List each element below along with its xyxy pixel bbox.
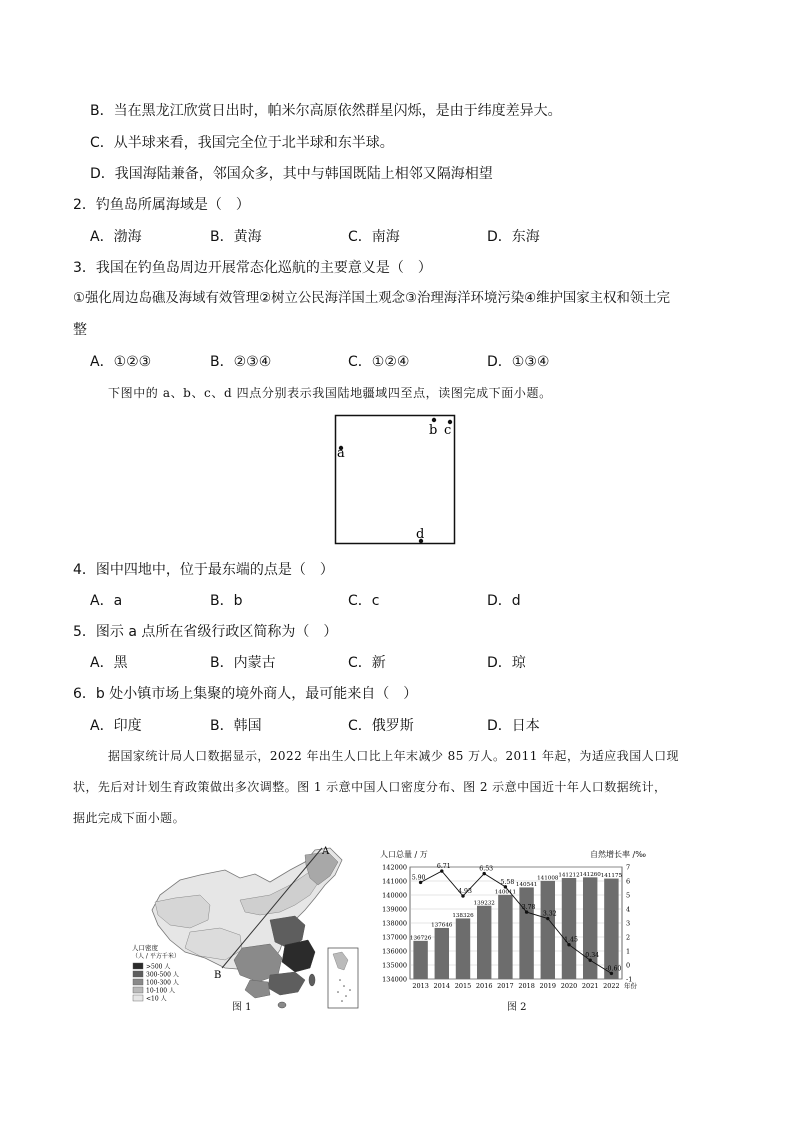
growth-rate-label: -0.60 <box>605 965 622 973</box>
bar-value-label: 140011 <box>494 889 517 896</box>
chart-y2-label: 自然增长率 /‰ <box>590 850 646 859</box>
hu-line-label-a: A <box>322 846 330 857</box>
q2-option-a: A．渤海 <box>90 229 142 245</box>
x-tick-label: 2021 <box>581 982 599 990</box>
growth-rate-label: 3.78 <box>521 904 536 912</box>
population-bar <box>498 895 512 979</box>
y2-tick-label: 5 <box>626 891 631 900</box>
bar-value-label: 139232 <box>473 900 495 907</box>
y2-tick-label: 7 <box>626 863 631 872</box>
x-tick-label: 2013 <box>412 982 429 990</box>
bar-value-label: 141175 <box>600 873 623 880</box>
label-d: d <box>416 527 425 542</box>
label-c: c <box>444 423 452 438</box>
legend-label-1: >500 人 <box>146 963 171 971</box>
legend-label-3: 100-300 人 <box>146 979 179 987</box>
legend-swatch-5 <box>133 995 143 1001</box>
population-bar <box>604 879 618 979</box>
q6-stem: 6．b 处小镇市场上集聚的境外商人，最可能来自（ ） <box>73 686 418 702</box>
x-tick-label: 2020 <box>560 982 578 990</box>
map-east-china <box>282 940 315 972</box>
x-tick-label: 2018 <box>518 982 535 990</box>
map-taiwan <box>309 974 315 986</box>
y-tick-label: 140000 <box>382 891 407 900</box>
y2-tick-label: 6 <box>626 877 631 886</box>
y2-tick-label: 0 <box>626 961 631 970</box>
x-tick-label: 2015 <box>454 982 472 990</box>
q3-statements: ①强化周边岛礁及海域有效管理②树立公民海洋国土观念③治理海洋环境污染④维护国家主权和领土完 <box>73 291 671 306</box>
q3-option-a: A．①②③ <box>90 354 152 370</box>
bar-value-label: 141260 <box>579 871 601 878</box>
legend-label-2: 300-500 人 <box>146 971 179 979</box>
y2-tick-label: 1 <box>626 947 631 956</box>
population-chart <box>372 845 662 995</box>
q4-option-c: C．c <box>348 593 380 609</box>
map-hainan <box>278 1002 286 1008</box>
legend-swatch-3 <box>133 979 143 985</box>
population-bar <box>562 878 576 979</box>
growth-rate-label: 6.53 <box>479 865 494 873</box>
q6-option-a: A．印度 <box>90 718 142 734</box>
population-bar <box>477 906 491 979</box>
map-tibet <box>185 928 242 960</box>
growth-rate-label: 6.71 <box>436 863 451 871</box>
q4-option-d: D．d <box>487 593 521 609</box>
y-tick-label: 138000 <box>382 919 407 928</box>
y2-tick-label: 2 <box>626 933 631 942</box>
y-tick-label: 141000 <box>382 877 407 886</box>
q5-option-b: B．内蒙古 <box>210 655 276 671</box>
y-tick-label: 139000 <box>382 905 407 914</box>
x-tick-label: 2016 <box>475 982 493 990</box>
y2-tick-label: 4 <box>626 905 631 914</box>
q2-stem: 2．钓鱼岛所属海域是（ ） <box>73 197 250 213</box>
q5-option-d: D．琼 <box>487 655 526 671</box>
q4-stem: 4．图中四地中，位于最东端的点是（ ） <box>73 562 334 578</box>
population-bar <box>456 918 470 979</box>
y2-tick-label: 3 <box>626 919 631 928</box>
fig2-caption: 图 2 <box>507 1002 527 1013</box>
intro-population-line2: 状，先后对计划生育政策做出多次调整。图 1 示意中国人口密度分布、图 2 示意中国近十年人口数据统计， <box>73 780 667 794</box>
y-tick-label: 134000 <box>382 975 407 984</box>
q5-option-a: A．黑 <box>90 655 128 671</box>
y-tick-label: 135000 <box>382 961 407 970</box>
x-tick-label: 2014 <box>433 982 451 990</box>
growth-rate-label: 5.90 <box>411 874 426 882</box>
points-figure <box>334 414 458 546</box>
q2-option-c: C．南海 <box>348 229 400 245</box>
legend-label-4: 10-100 人 <box>146 987 176 995</box>
intro-population-line3: 据此完成下面小题。 <box>73 811 186 825</box>
q6-option-b: B．韩国 <box>210 718 262 734</box>
q1-option-d: D．我国海陆兼备，邻国众多，其中与韩国既陆上相邻又隔海相望 <box>90 166 493 182</box>
growth-rate-label: 4.93 <box>458 887 472 895</box>
q6-option-c: C．俄罗斯 <box>348 718 414 734</box>
q5-option-c: C．新 <box>348 655 386 671</box>
legend-swatch-4 <box>133 987 143 993</box>
x-axis-label: 年份 <box>624 982 637 990</box>
q1-option-c: C．从半球来看，我国完全位于北半球和东半球。 <box>90 135 394 151</box>
q6-option-d: D．日本 <box>487 718 540 734</box>
bar-value-label: 138326 <box>452 912 474 919</box>
label-a: a <box>337 446 345 461</box>
map-south-china <box>268 972 305 995</box>
q3-option-c: C．①②④ <box>348 354 410 370</box>
growth-rate-label: 0.34 <box>585 952 600 960</box>
q2-option-b: B．黄海 <box>210 229 262 245</box>
fig1-caption: 图 1 <box>232 1002 252 1013</box>
population-bar <box>519 887 533 979</box>
q4-option-a: A．a <box>90 593 123 609</box>
q5-stem: 5．图示 a 点所在省级行政区简称为（ ） <box>73 624 338 640</box>
legend-items <box>133 963 179 1003</box>
population-bar <box>413 941 427 979</box>
legend-label-5: <10 人 <box>146 995 167 1003</box>
legend-swatch-2 <box>133 971 143 977</box>
population-density-map <box>130 840 365 1015</box>
x-tick-label: 2017 <box>497 982 514 990</box>
legend-swatch-1 <box>133 963 143 969</box>
bar-value-label: 141008 <box>537 875 559 882</box>
label-b: b <box>429 423 438 438</box>
growth-rate-label: 5.58 <box>500 878 515 886</box>
chart-y-label: 人口总量 / 万 <box>380 850 428 859</box>
y2-tick-label: -1 <box>626 975 633 984</box>
intro-population-line1: 据国家统计局人口数据显示，2022 年出生人口比上年末减少 85 万人。2011 年起，为适应我国人口现 <box>108 749 680 763</box>
y-tick-label: 142000 <box>382 863 407 872</box>
bar-value-label: 141212 <box>558 872 580 879</box>
q3-stem: 3．我国在钓鱼岛周边开展常态化巡航的主要意义是（ ） <box>73 260 432 276</box>
population-bar <box>435 928 449 979</box>
hu-line-label-b: B <box>214 970 222 981</box>
q4-option-b: B．b <box>210 593 243 609</box>
x-tick-label: 2019 <box>539 982 557 990</box>
q3-option-d: D．①③④ <box>487 354 550 370</box>
q2-option-d: D．东海 <box>487 229 540 245</box>
x-tick-label: 2022 <box>603 982 620 990</box>
q3-statements-cont: 整 <box>73 322 87 338</box>
growth-rate-label: 1.45 <box>564 936 578 944</box>
legend-title: 人口密度 <box>132 944 158 952</box>
y-tick-label: 136000 <box>382 947 407 956</box>
map-yunnan <box>245 980 270 998</box>
q1-option-b: B．当在黑龙江欣赏日出时，帕米尔高原依然群星闪烁，是由于纬度差异大。 <box>90 103 562 119</box>
y-tick-label: 137000 <box>382 933 407 942</box>
bar-value-label: 136726 <box>409 935 432 942</box>
growth-rate-label: 3.32 <box>542 910 557 918</box>
bar-value-label: 137646 <box>431 922 453 929</box>
population-bar <box>541 881 555 979</box>
legend-unit: （人 / 平方千米） <box>132 953 180 960</box>
bar-value-label: 140541 <box>515 881 538 888</box>
intro-points: 下图中的 a、b、c、d 四点分别表示我国陆地疆域四至点，读图完成下面小题。 <box>108 386 552 400</box>
point-b <box>432 418 436 422</box>
q3-option-b: B．②③④ <box>210 354 272 370</box>
